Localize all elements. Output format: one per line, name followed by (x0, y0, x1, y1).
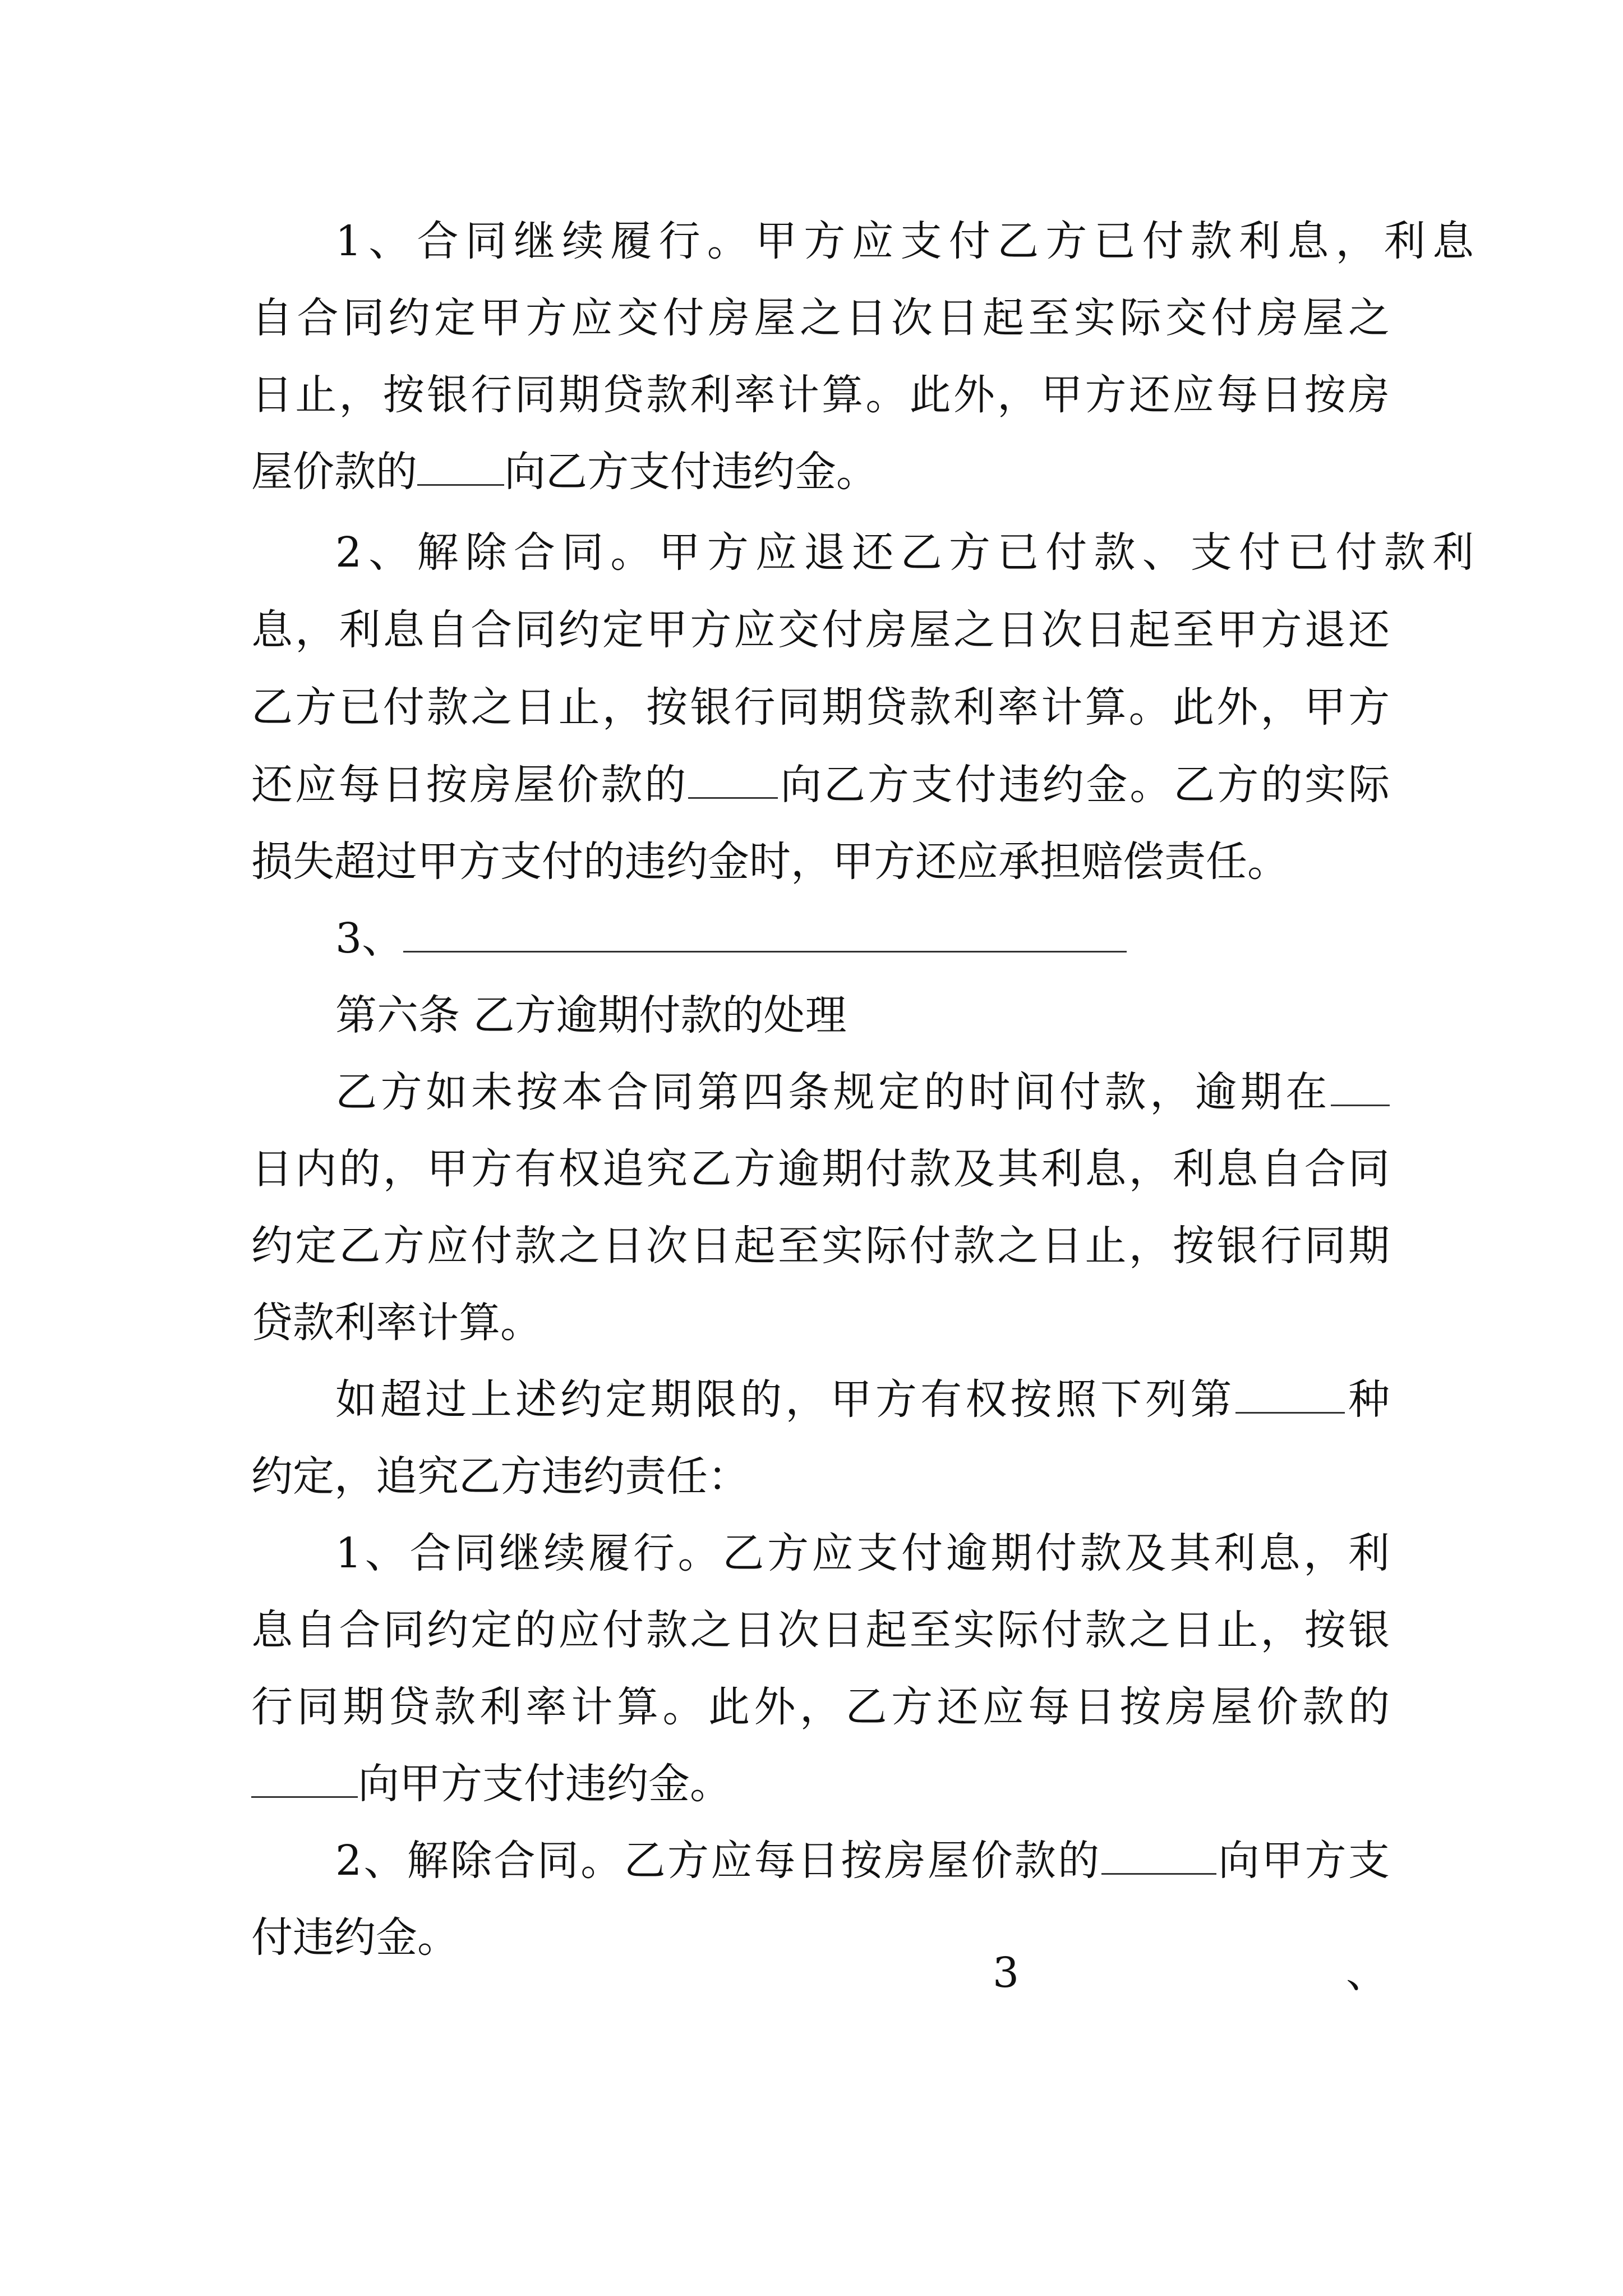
clause6-para2-line1 (335, 1369, 1390, 1430)
fill-in-blank (688, 756, 778, 799)
clause5-option2-line3: 乙方已付款之日止，按银行同期贷款利率计算。此外，甲方 (251, 683, 1390, 731)
clause5-option2-line4-text-end: 向乙方支付违约金。乙方的实际 (778, 761, 1390, 809)
clause6-para1-line4: 贷款利率计算。 (251, 1299, 542, 1347)
clause5-option3-line (335, 908, 1127, 969)
clause6-option1-line4 (251, 1753, 731, 1815)
clause6-option2-line1-text: 2、解除合同。乙方应每日按房屋价款的 (335, 1837, 1101, 1885)
clause5-option1-line2: 自合同约定甲方应交付房屋之日次日起至实际交付房屋之 (251, 294, 1390, 342)
clause5-option2-line1: 2、解除合同。甲方应退还乙方已付款、支付已付款利 (335, 528, 1474, 577)
clause5-option2-line4-text: 还应每日按房屋价款的 (251, 761, 689, 809)
clause6-option1-line1: 1、合同继续履行。乙方应支付逾期付款及其利息，利 (335, 1529, 1390, 1577)
fill-in-blank (1235, 1370, 1345, 1414)
clause6-para1-line1 (335, 1061, 1390, 1123)
clause6-heading: 第六条 乙方逾期付款的处理 (335, 991, 847, 1039)
clause5-option2-line5: 损失超过甲方支付的违约金时，甲方还应承担赔偿责任。 (251, 838, 1289, 886)
clause6-para1-line3: 约定乙方应付款之日次日起至实际付款之日止，按银行同期 (251, 1222, 1390, 1270)
clause6-option1-line4-text: 向甲方支付违约金。 (358, 1760, 731, 1808)
clause6-option2-line1 (335, 1830, 1390, 1892)
clause5-option1-line1: 1、合同继续履行。甲方应支付乙方已付款利息，利息 (335, 217, 1474, 265)
clause6-para2-line1-text-end: 种 (1344, 1375, 1390, 1424)
fill-in-blank (403, 909, 1127, 953)
clause5-option1-line3: 日止，按银行同期贷款利率计算。此外，甲方还应每日按房 (251, 371, 1390, 419)
clause6-para1-line1-text: 乙方如未按本合同第四条规定的时间付款，逾期在 (335, 1068, 1331, 1116)
clause5-option3-label: 3、 (335, 914, 404, 963)
fill-in-blank (417, 443, 504, 486)
clause6-option2-line2: 付违约金。 (251, 1913, 459, 1962)
clause6-option2-line1-text-end: 向甲方支 (1216, 1837, 1390, 1885)
clause6-option3-mark: 、 (1346, 1949, 1387, 1997)
clause6-option1-line3: 行同期贷款利率计算。此外，乙方还应每日按房屋价款的 (251, 1683, 1390, 1731)
clause5-option1-line4-text: 屋价款的 (251, 448, 417, 496)
clause5-option1-line4-text-end: 向乙方支付违约金。 (504, 448, 878, 496)
fill-in-blank (251, 1755, 358, 1798)
clause6-para2-line1-text: 如超过上述约定期限的，甲方有权按照下列第 (335, 1375, 1235, 1424)
clause5-option2-line2: 息，利息自合同约定甲方应交付房屋之日次日起至甲方退还 (251, 606, 1390, 654)
clause6-para1-line2: 日内的，甲方有权追究乙方逾期付款及其利息，利息自合同 (251, 1145, 1390, 1193)
clause6-option3-number: 3 (993, 1949, 1020, 1997)
fill-in-blank (1331, 1063, 1390, 1106)
clause5-option2-line4 (251, 754, 1390, 816)
clause6-option1-line2: 息自合同约定的应付款之日次日起至实际付款之日止，按银 (251, 1606, 1390, 1654)
clause6-para2-line2: 约定，追究乙方违约责任： (251, 1452, 749, 1501)
clause5-option1-line4 (251, 441, 878, 503)
fill-in-blank (1101, 1832, 1216, 1875)
